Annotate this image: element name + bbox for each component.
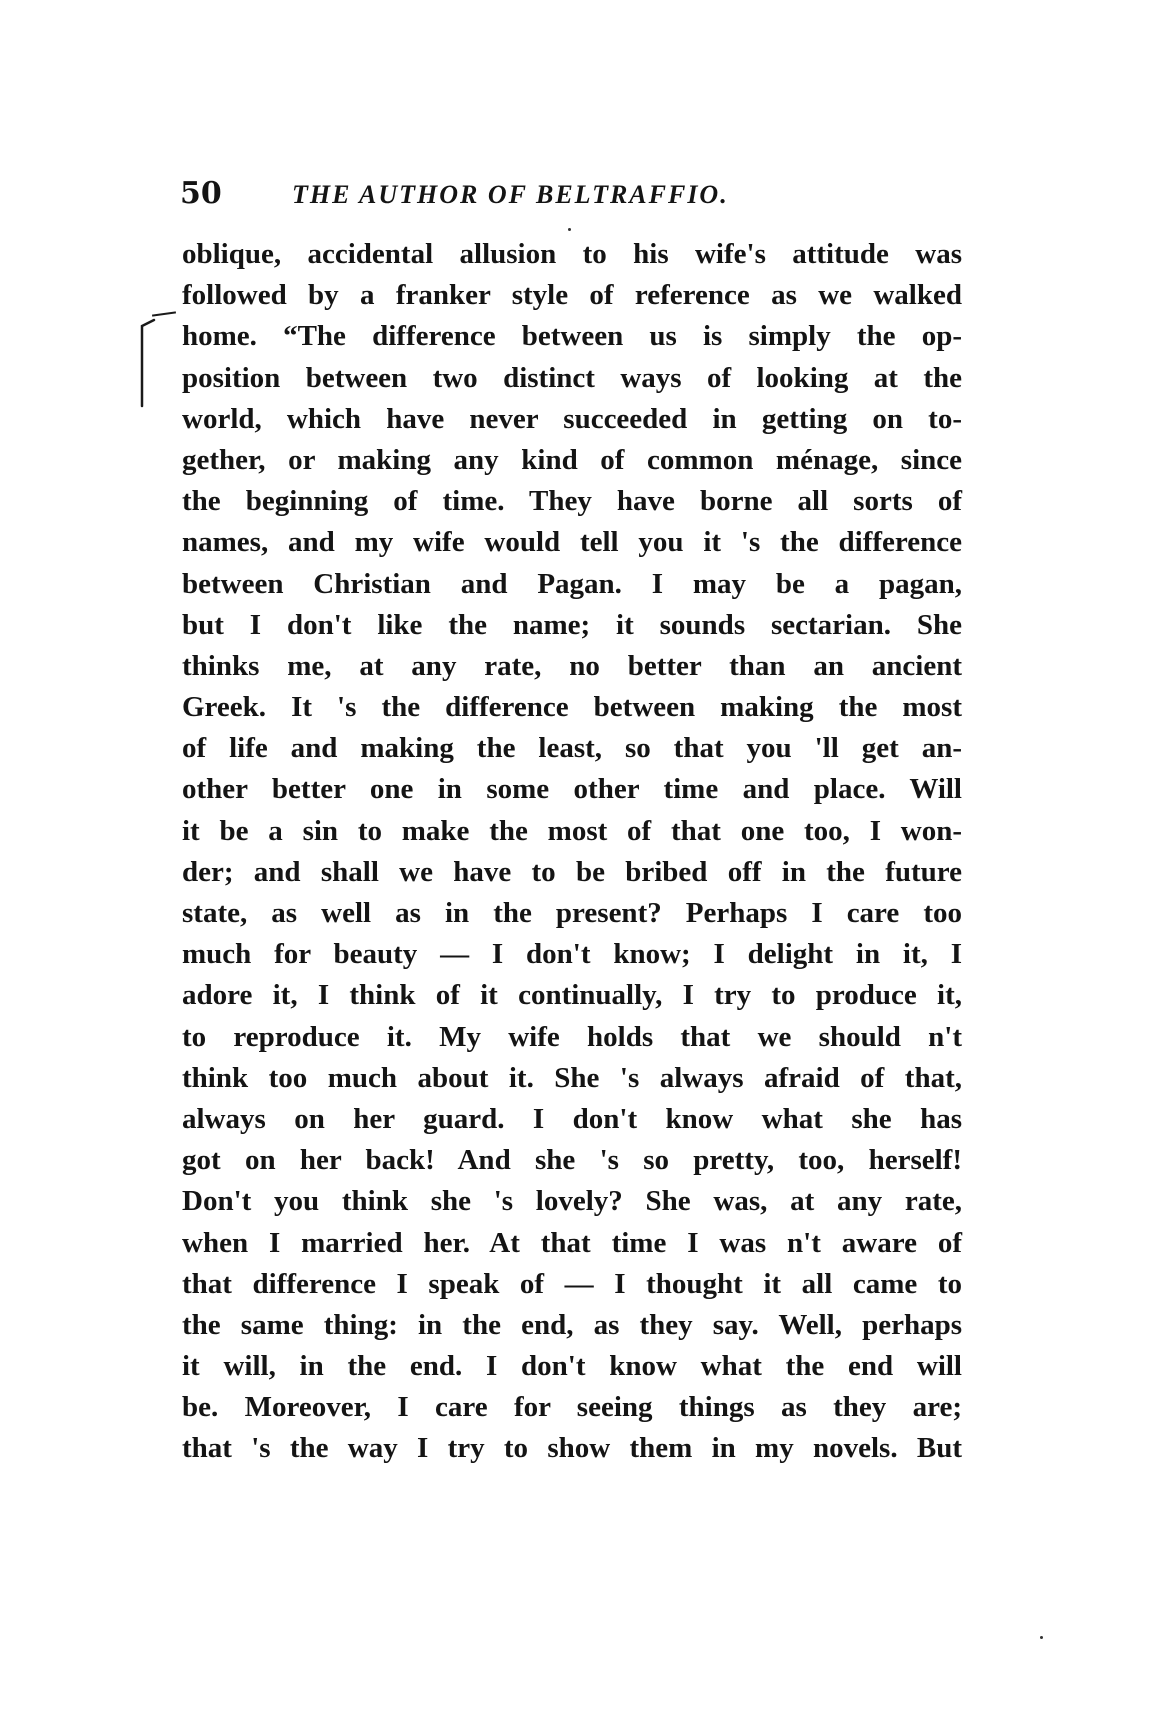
text-line: other better one in some other time and place. Will bbox=[182, 773, 962, 806]
text-line: home. “The difference between us is simply the op- bbox=[182, 320, 962, 353]
text-line: between Christian and Pagan. I may be a pagan, bbox=[182, 567, 962, 600]
text-line: think too much about it. She 's always afraid of that, bbox=[182, 1061, 962, 1094]
body-text bbox=[182, 234, 962, 1470]
text-line: always on her guard. I don't know what she has bbox=[182, 1102, 962, 1135]
print-speck bbox=[568, 228, 571, 231]
text-line: der; and shall we have to be bribed off in the future bbox=[182, 855, 962, 888]
text-line: when I married her. At that time I was n't aware of bbox=[182, 1226, 962, 1259]
text-line: world, which have never succeeded in getting on to- bbox=[182, 402, 962, 435]
text-line: gether, or making any kind of common ménage, since bbox=[182, 443, 962, 476]
print-speck bbox=[1040, 1636, 1043, 1639]
text-line: it will, in the end. I don't know what the end will bbox=[182, 1350, 962, 1383]
text-line: much for beauty — I don't know; I delight in it, I bbox=[182, 938, 962, 971]
running-title: THE AUTHOR OF BELTRAFFIO. bbox=[292, 180, 729, 209]
text-line: oblique, accidental allusion to his wife's attitude was bbox=[182, 238, 962, 270]
text-line: position between two distinct ways of looking at the bbox=[182, 361, 962, 394]
text-line: that difference I speak of — I thought it all came to bbox=[182, 1267, 962, 1300]
text-line: state, as well as in the present? Perhaps I care too bbox=[182, 897, 962, 929]
text-line: the beginning of time. They have borne all sorts of bbox=[182, 485, 962, 518]
text-line: to reproduce it. My wife holds that we should n't bbox=[182, 1020, 962, 1053]
text-line: names, and my wife would tell you it 's the difference bbox=[182, 526, 962, 559]
text-line: Greek. It 's the difference between making the most bbox=[182, 691, 962, 724]
text-line: got on her back! And she 's so pretty, too, herself! bbox=[182, 1144, 962, 1177]
margin-bracket-mark bbox=[132, 316, 178, 412]
page-header bbox=[180, 170, 960, 220]
page-number: 50 bbox=[180, 176, 222, 211]
text-line: followed by a franker style of reference as we walked bbox=[182, 279, 962, 312]
text-line: it be a sin to make the most of that one too, I won- bbox=[182, 814, 962, 847]
text-line: be. Moreover, I care for seeing things as they are; bbox=[182, 1391, 962, 1424]
text-line: thinks me, at any rate, no better than an ancient bbox=[182, 649, 962, 682]
text-line: Don't you think she 's lovely? She was, at any rate, bbox=[182, 1185, 962, 1218]
text-line: but I don't like the name; it sounds sectarian. She bbox=[182, 608, 962, 641]
text-line: that 's the way I try to show them in my novels. But bbox=[182, 1432, 962, 1465]
text-line: the same thing: in the end, as they say. Well, perhaps bbox=[182, 1308, 962, 1341]
text-line: adore it, I think of it continually, I try to produce it, bbox=[182, 979, 962, 1012]
text-line: of life and making the least, so that you 'll get an- bbox=[182, 732, 962, 765]
